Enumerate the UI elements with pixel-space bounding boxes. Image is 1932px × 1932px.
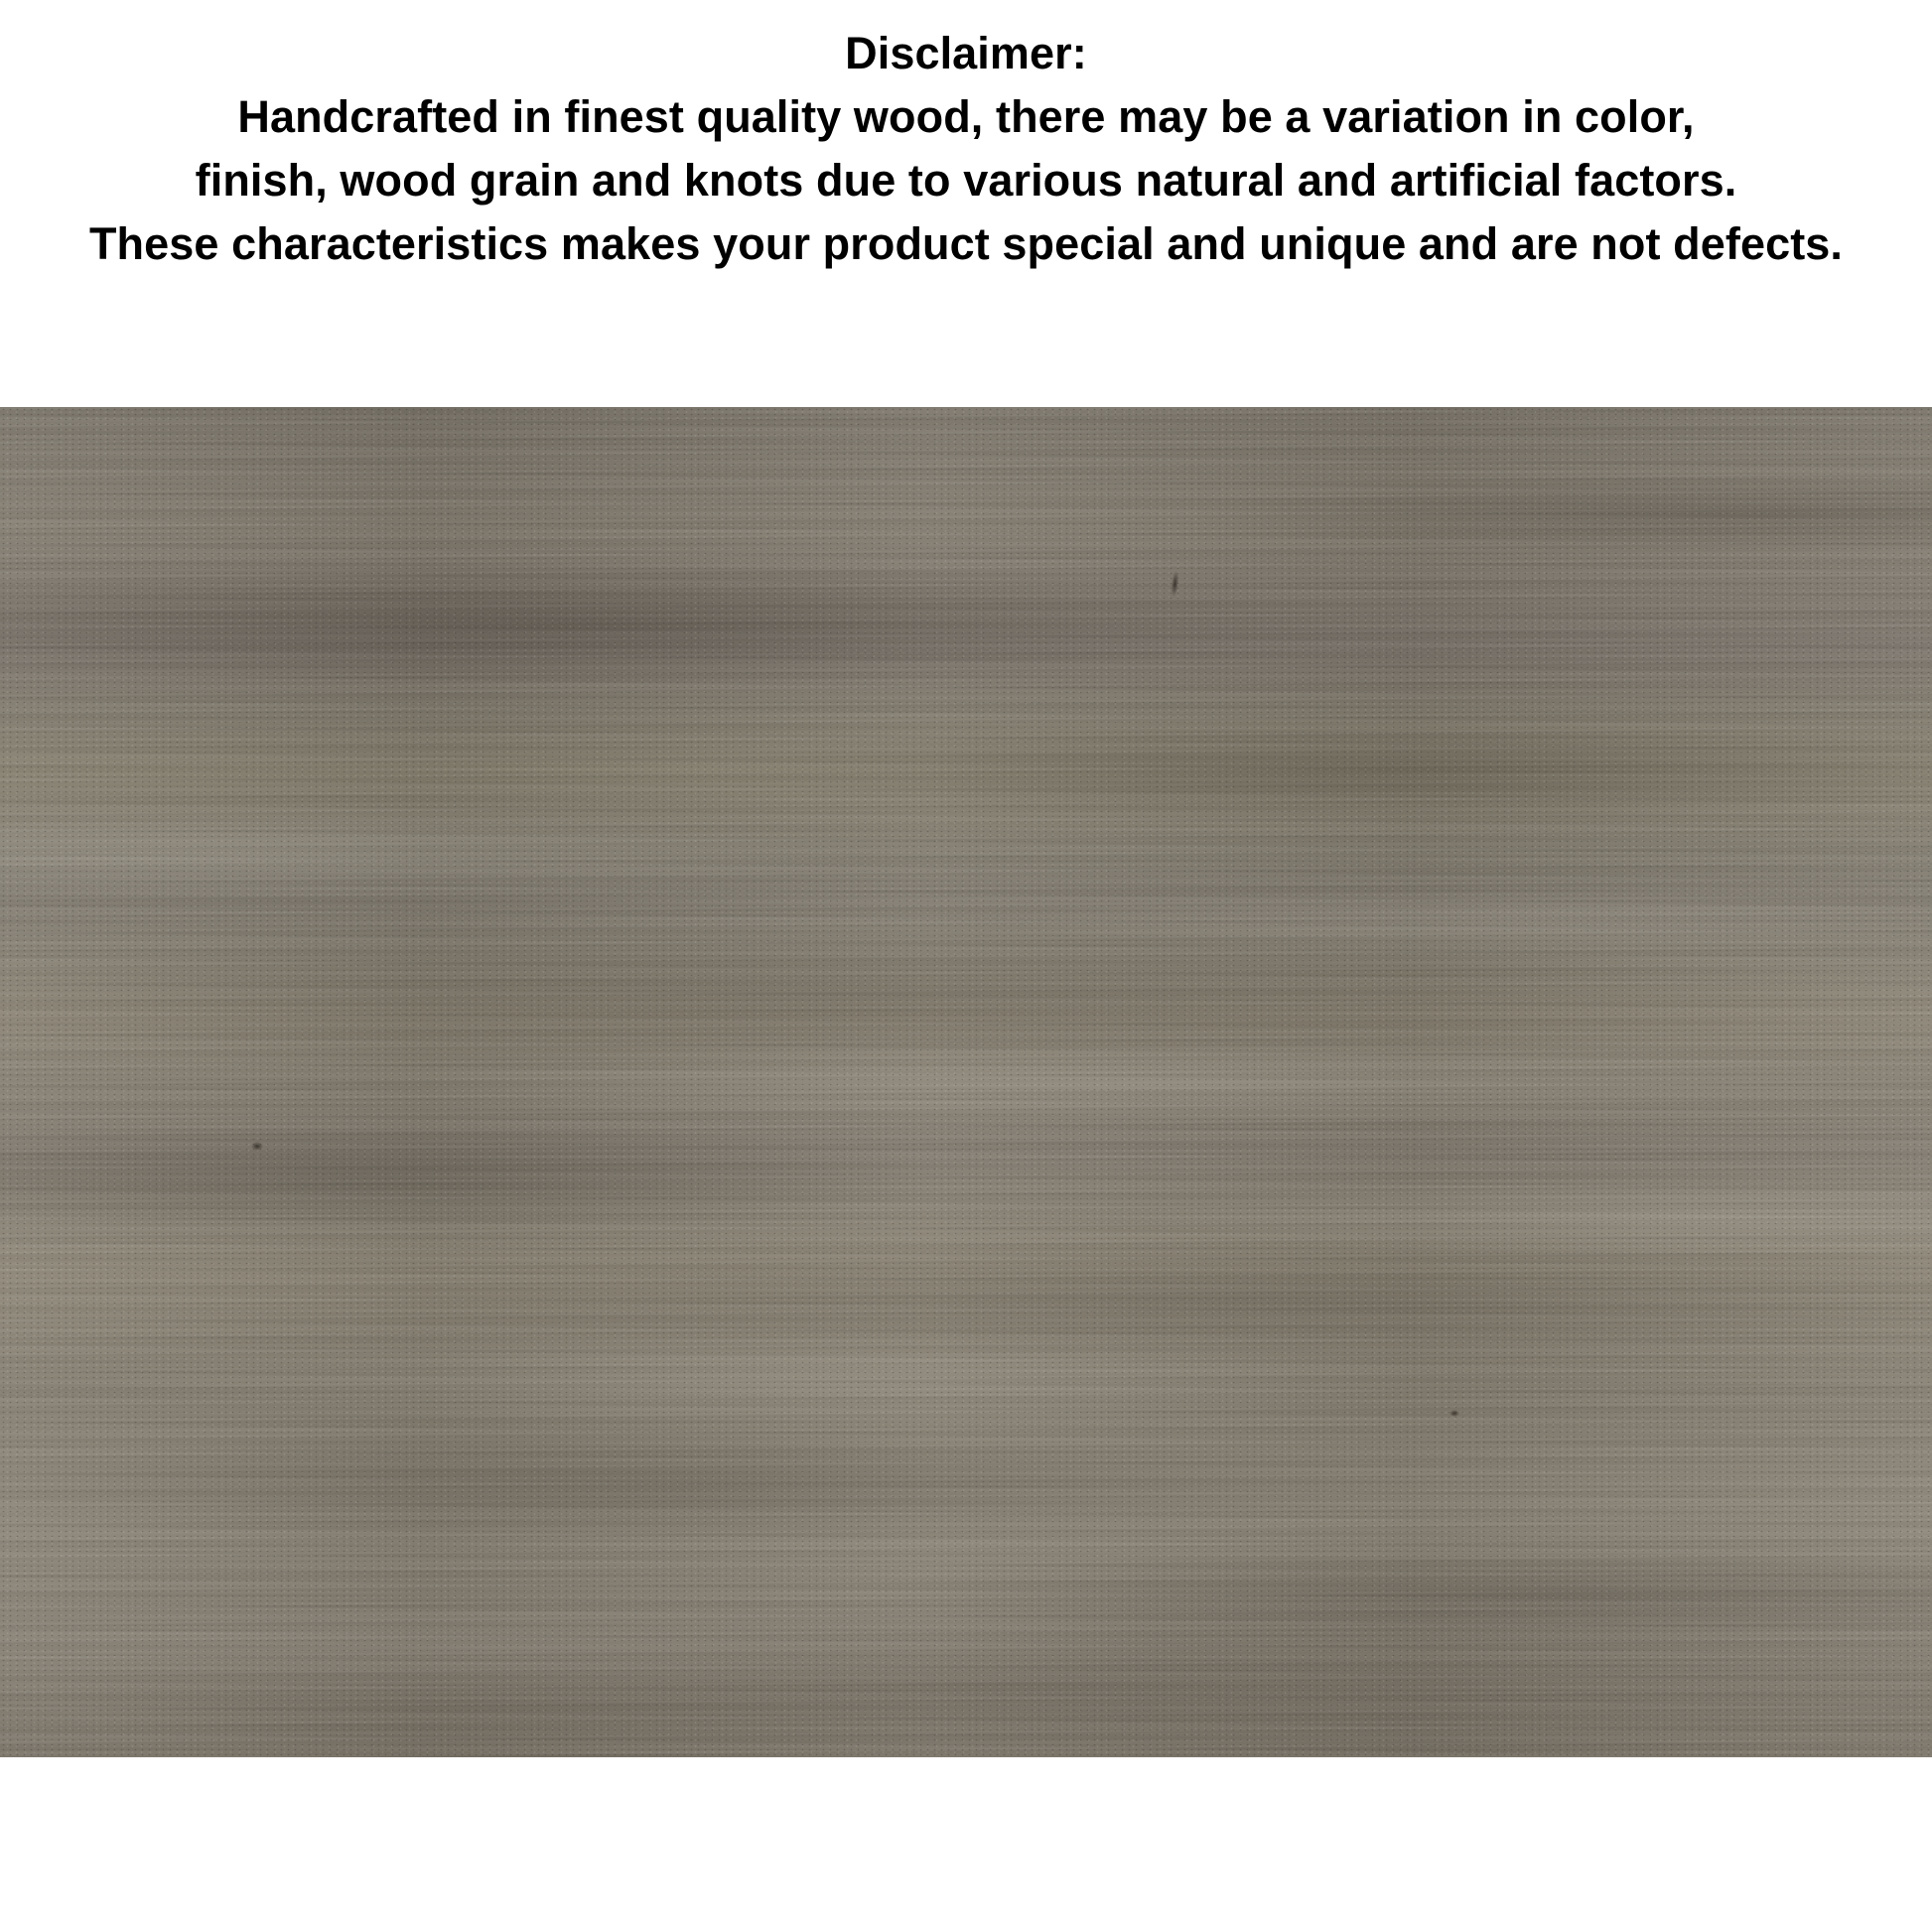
wood-grain-photo xyxy=(0,407,1932,1757)
disclaimer-line-1: Handcrafted in finest quality wood, there may be a variation in color, xyxy=(237,90,1695,142)
disclaimer-line-2: finish, wood grain and knots due to various natural and artificial factors. xyxy=(195,154,1737,206)
disclaimer-line-3: These characteristics makes your product special and unique and are not defects. xyxy=(88,217,1844,269)
disclaimer-block xyxy=(0,0,1932,276)
photo-vignette xyxy=(0,407,1932,1757)
disclaimer-title: Disclaimer: xyxy=(845,28,1087,78)
